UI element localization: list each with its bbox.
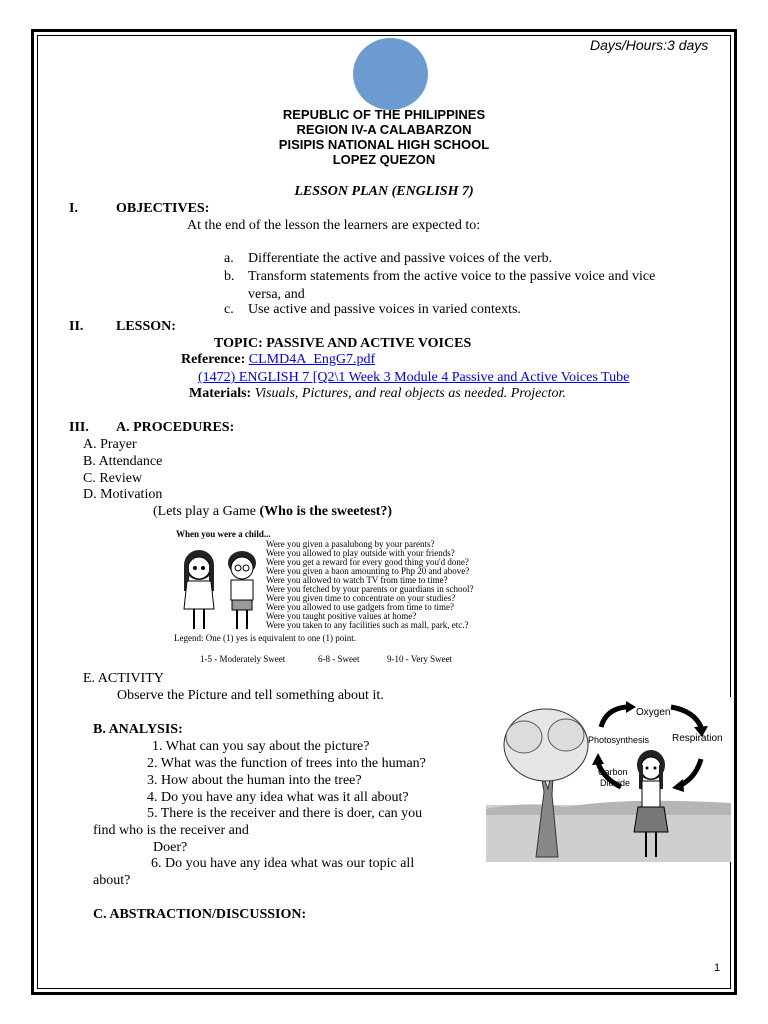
reference-link[interactable]: CLMD4A_EngG7.pdf [248, 352, 376, 367]
analysis-q6-line1: 6. Do you have any idea what was our topic all [151, 856, 415, 871]
plan-title: LESSON PLAN (ENGLISH 7) [294, 184, 474, 199]
game-question: Were you get a reward for every good thing you'd done? [266, 557, 469, 567]
objective-c-marker: c. [224, 302, 234, 317]
header-line-4: LOPEZ QUEZON [332, 152, 436, 167]
procedure-prayer: A. Prayer [83, 437, 137, 452]
objectives-numeral: I. [69, 201, 78, 216]
objective-a: Differentiate the active and passive voices of the verb. [248, 251, 553, 266]
game-question: Were you allowed to play outside with your friends? [266, 548, 455, 558]
motivation-game-title: (Who is the sweetest?) [259, 504, 393, 519]
analysis-q5-line3: Doer? [153, 840, 188, 855]
analysis-q6-line2: about? [93, 873, 131, 888]
game-question: Were you taken to any facilities such as mall, park, etc.? [266, 620, 469, 630]
header-line-3: PISIPIS NATIONAL HIGH SCHOOL [278, 137, 490, 152]
game-question: Were you given a baon amounting to Php 20 and above? [266, 566, 470, 576]
materials-text: Visuals, Pictures, and real objects as needed. Projector. [254, 386, 566, 401]
activity-heading: E. ACTIVITY [83, 671, 164, 686]
motivation-game-line [153, 504, 392, 520]
sweetest-game-image [168, 527, 500, 665]
label-oxygen: Oxygen [636, 707, 671, 718]
abstraction-heading: C. ABSTRACTION/DISCUSSION: [93, 907, 307, 922]
materials-row [189, 386, 566, 402]
lesson-numeral: II. [69, 319, 84, 334]
lesson-heading: LESSON: [116, 319, 176, 334]
game-question: Were you taught positive values at home? [266, 611, 417, 621]
objectives-intro: At the end of the lesson the learners are expected to: [187, 218, 481, 233]
game-heading: When you were a child... [176, 529, 271, 539]
lesson-topic: TOPIC: PASSIVE AND ACTIVE VOICES [214, 336, 472, 351]
game-scale-moderate: 1-5 - Moderately Sweet [200, 654, 286, 664]
video-link[interactable]: (1472) ENGLISH 7 [Q2\1 Week 3 Module 4 Passive and Active Voices Tube [198, 370, 630, 385]
school-logo [353, 38, 428, 110]
procedure-attendance: B. Attendance [83, 454, 163, 469]
motivation-prefix: (Lets play a Game [153, 504, 260, 519]
analysis-q5-line1: 5. There is the receiver and there is doer, can you [147, 806, 423, 821]
analysis-q1: 1. What can you say about the picture? [152, 739, 370, 754]
objective-b: Transform statements from the active voice to the passive voice and vice [248, 269, 656, 284]
page-number: 1 [714, 962, 721, 974]
days-hours: Days/Hours:3 days [590, 37, 709, 53]
analysis-q4: 4. Do you have any idea what was it all about? [147, 790, 409, 805]
objectives-heading: OBJECTIVES: [116, 201, 210, 216]
objective-b-marker: b. [224, 269, 235, 284]
objective-c: Use active and passive voices in varied contexts. [248, 302, 521, 317]
analysis-q3: 3. How about the human into the tree? [147, 773, 362, 788]
analysis-heading: B. ANALYSIS: [93, 722, 183, 737]
game-question: Were you fetched by your parents or guardians in school? [266, 584, 474, 594]
procedure-review: C. Review [83, 471, 143, 486]
objective-b-cont: versa, and [248, 287, 305, 302]
game-scale-very-sweet: 9-10 - Very Sweet [387, 654, 453, 664]
header-line-2: REGION IV-A CALABARZON [296, 122, 472, 137]
label-dioxide: Dioxide [600, 778, 631, 788]
procedures-numeral: III. [69, 420, 89, 435]
reference-label: Reference: [181, 352, 246, 367]
header-line-1: REPUBLIC OF THE PHILIPPINES [282, 107, 486, 122]
game-question: Were you allowed to watch TV from time to time? [266, 575, 448, 585]
analysis-q2: 2. What was the function of trees into the human? [147, 756, 426, 771]
activity-text: Observe the Picture and tell something about it. [117, 688, 384, 703]
procedure-motivation: D. Motivation [83, 487, 163, 502]
game-question: Were you given time to concentrate on your studies? [266, 593, 456, 603]
game-scale-sweet: 6-8 - Sweet [318, 654, 360, 664]
analysis-q5-line2: find who is the receiver and [93, 823, 249, 838]
procedures-heading: A. PROCEDURES: [116, 420, 235, 435]
game-legend: Legend: One (1) yes is equivalent to one (1) point. [174, 633, 356, 643]
objective-a-marker: a. [224, 251, 234, 266]
game-question: Were you given a pasalubong by your parents? [266, 539, 435, 549]
oxygen-cycle-illustration [486, 697, 731, 862]
label-photosynthesis: Photosynthesis [588, 735, 650, 745]
children-illustration [172, 537, 272, 637]
label-carbon: Carbon [598, 767, 628, 777]
materials-label: Materials: [189, 386, 252, 401]
label-respiration: Respiration [672, 733, 723, 744]
reference-row [181, 352, 375, 368]
game-question: Were you allowed to use gadgets from time to time? [266, 602, 454, 612]
